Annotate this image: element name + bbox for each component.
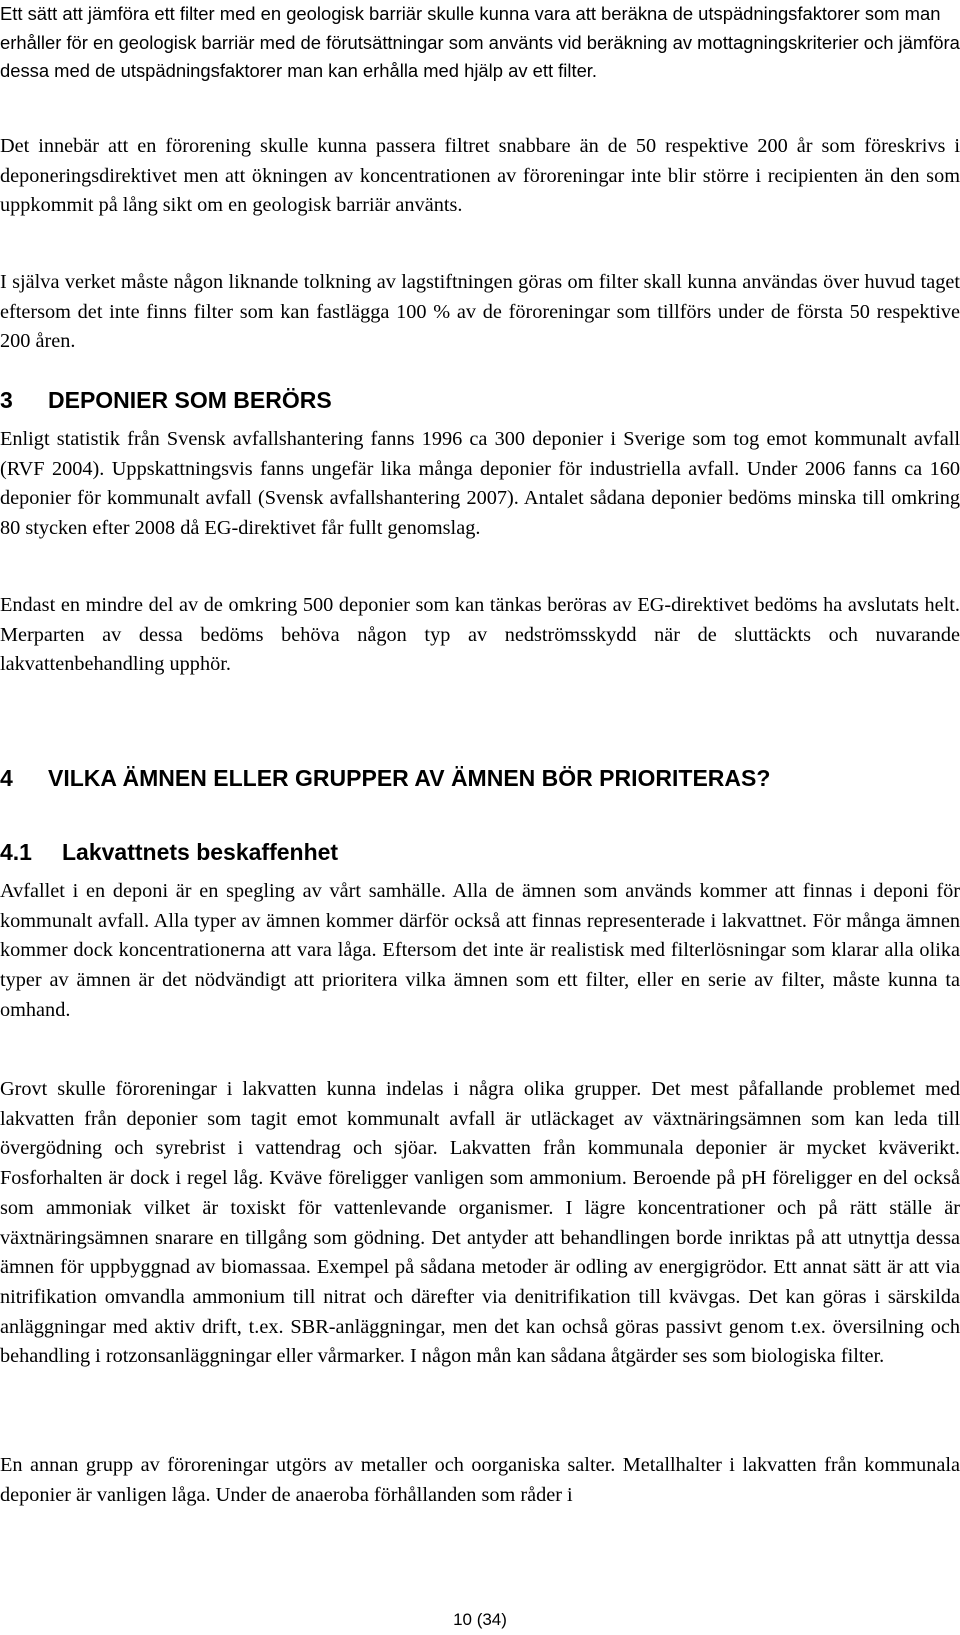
paragraph-waste-reflection: Avfallet i en deponi är en spegling av vårt samhälle. Alla de ämnen som används kommer att finnas i deponi för kommunalt avfall. Alla typer av ämnen kommer därför också att finnas representerade i lakvattnet. För många ämnen kommer dock koncentrationerna att vara låga. Eftersom det inte är realistisk med filterlösningar som klarar alla olika typer av ämnen är det nödvändigt att prioritera vilka ämnen som ett filter, eller en serie av filter, måste kunna ta omhand. — [0, 880, 960, 1021]
page-number: 10 (34) — [453, 1610, 507, 1629]
subsection-number: 4.1 — [0, 839, 32, 865]
paragraph-statistics: Enligt statistik från Svensk avfallshantering fanns 1996 ca 300 deponier i Sverige som tog emot kommunalt avfall (RVF 2004). Uppskattningsvis fanns ungefär lika många deponier för industriella avfall. Under 2006 fanns ca 160 deponier för kommunalt avfall (Svensk avfallshantering 2007). Antalet sådana deponier bedöms minska till omkring 80 stycken efter 2008 då EG-direktivet får fullt genomslag. — [0, 428, 960, 540]
paragraph-filter-comparison: Ett sätt att jämföra ett filter med en geologisk barriär skulle kunna vara att beräkna de utspädningsfaktorer som man erhåller för en geologisk barriär med de förutsättningar som använts vid beräkning av mottagningskriterier och jämföra dessa med de utspädningsfaktorer man kan erhålla med hjälp av ett filter. — [0, 3, 960, 81]
paragraph-pollutant-groups: Grovt skulle föroreningar i lakvatten kunna indelas i några olika grupper. Det mest påfallande problemet med lakvatten från deponier som tagit emot kommunalt avfall är utläckaget av växtnäringsämnen som kan leda till övergödning och syrebrist i vattendrag och sjöar. Lakvatten från kommunala deponier är mycket kväverikt. Fosforhalten är dock i regel låg. Kväve föreligger vanligen som ammonium. Beroende på pH föreligger en del också som ammoniak vilket är toxiskt för vattenlevande organismer. I lägre koncentrationer och på rätt ställe är växtnäringsämnen snarare en tillgång som gödning. Det antyder att behandlingen borde inriktas på att utnyttja dessa ämnen för uppbyggnad av biomassaa. Exempel på sådana metoder är odling av energigrödor. Ett annat sätt är att via nitrifikation omvandla ammonium till nitrat och därefter via denitrifikation till kvävgas. Det kan göras i särskilda anläggningar med aktiv drift, t.ex. SBR-anläggningar, men det kan ochså göras passivt genom t.ex. översilning och behandling i rotzonsanläggningar eller vårmarker. I någon mån kan sådana åtgärder ses som biologiska filter. — [0, 1078, 960, 1368]
subsection-heading-4-1 — [0, 838, 960, 866]
section-number: 4 — [0, 765, 13, 791]
section-number: 3 — [0, 387, 13, 413]
section-heading-4 — [0, 764, 960, 792]
paragraph-interpretation: Det innebär att en förorening skulle kunna passera filtret snabbare än de 50 respektive 200 år som föreskrivs i deponeringsdirektivet men att ökningen av koncentrationen av föroreningar inte blir större i recipienten än den som uppkommit på lång sikt om en geologisk barriär använts. — [0, 135, 960, 217]
section-title: DEPONIER SOM BERÖRS — [48, 387, 332, 413]
paragraph-closed-landfills: Endast en mindre del av de omkring 500 deponier som kan tänkas beröras av EG-direktivet bedöms ha avslutats helt. Merparten av dessa bedöms behöva någon typ av nedströmsskydd när de sluttäckts och nuvarande lakvattenbehandling upphör. — [0, 594, 960, 676]
section-title: VILKA ÄMNEN ELLER GRUPPER AV ÄMNEN BÖR PRIORITERAS? — [48, 765, 771, 791]
paragraph-legislation: I själva verket måste någon liknande tolkning av lagstiftningen göras om filter skall kunna användas över huvud taget eftersom det inte finns filter som kan fastlägga 100 % av de föroreningar som tillförs under de första 50 respektive 200 åren. — [0, 271, 960, 353]
section-heading-3 — [0, 386, 960, 414]
paragraph-metals: En annan grupp av föroreningar utgörs av metaller och oorganiska salter. Metallhalter i lakvatten från kommunala deponier är vanligen låga. Under de anaeroba förhållanden som råder i — [0, 1454, 960, 1506]
subsection-title: Lakvattnets beskaffenhet — [62, 839, 339, 865]
